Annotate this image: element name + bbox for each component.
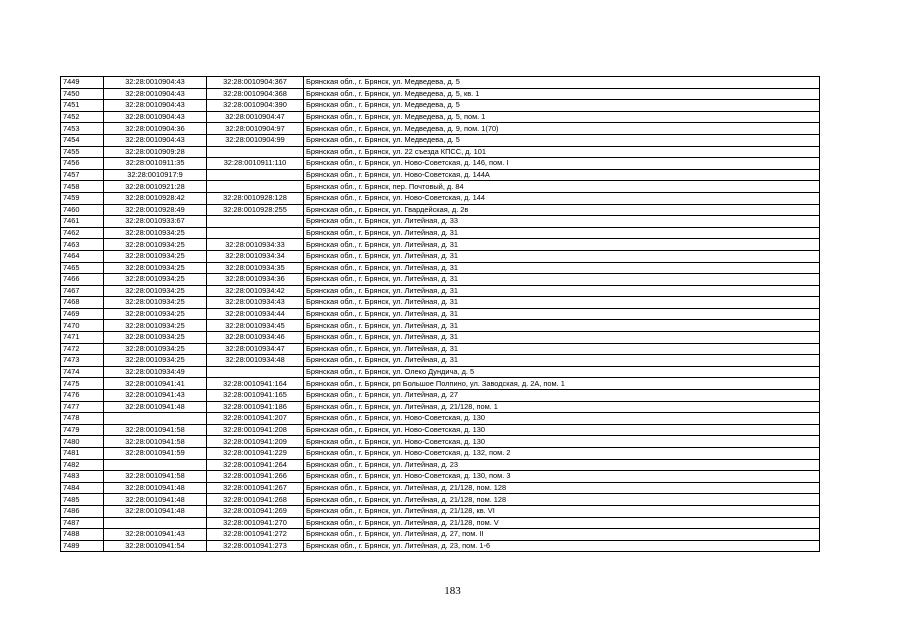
land-cadastral-number-cell: 32:28:0010941:48 xyxy=(104,494,207,506)
address-cell: Брянская обл., г. Брянск, рп Большое Полпино, ул. Заводская, д. 2А, пом. 1 xyxy=(304,378,820,390)
row-number-cell: 7455 xyxy=(61,146,104,158)
row-number-cell: 7477 xyxy=(61,401,104,413)
address-cell: Брянская обл., г. Брянск, ул. Литейная, д. 31 xyxy=(304,227,820,239)
table-row xyxy=(61,134,820,146)
object-cadastral-number-cell: 32:28:0010941:186 xyxy=(207,401,304,413)
land-cadastral-number-cell: 32:28:0010941:58 xyxy=(104,436,207,448)
object-cadastral-number-cell: 32:28:0010934:44 xyxy=(207,308,304,320)
object-cadastral-number-cell xyxy=(207,169,304,181)
object-cadastral-number-cell: 32:28:0010941:267 xyxy=(207,482,304,494)
table-row xyxy=(61,100,820,112)
object-cadastral-number-cell: 32:28:0010904:390 xyxy=(207,100,304,112)
object-cadastral-number-cell: 32:28:0010934:43 xyxy=(207,297,304,309)
row-number-cell: 7474 xyxy=(61,366,104,378)
land-cadastral-number-cell: 32:28:0010904:43 xyxy=(104,134,207,146)
table-row xyxy=(61,239,820,251)
object-cadastral-number-cell: 32:28:0010904:367 xyxy=(207,77,304,89)
address-cell: Брянская обл., г. Брянск, ул. Олеко Дундича, д. 5 xyxy=(304,366,820,378)
table-row xyxy=(61,413,820,425)
table-row xyxy=(61,274,820,286)
land-cadastral-number-cell: 32:28:0010933:67 xyxy=(104,216,207,228)
object-cadastral-number-cell: 32:28:0010941:229 xyxy=(207,448,304,460)
row-number-cell: 7458 xyxy=(61,181,104,193)
row-number-cell: 7489 xyxy=(61,540,104,552)
table-row xyxy=(61,471,820,483)
row-number-cell: 7453 xyxy=(61,123,104,135)
land-cadastral-number-cell: 32:28:0010934:25 xyxy=(104,227,207,239)
address-cell: Брянская обл., г. Брянск, ул. 22 съезда КПСС, д. 101 xyxy=(304,146,820,158)
page-number: 183 xyxy=(444,585,461,597)
row-number-cell: 7451 xyxy=(61,100,104,112)
row-number-cell: 7468 xyxy=(61,297,104,309)
object-cadastral-number-cell: 32:28:0010934:36 xyxy=(207,274,304,286)
table-row xyxy=(61,436,820,448)
object-cadastral-number-cell: 32:28:0010941:208 xyxy=(207,424,304,436)
address-cell: Брянская обл., г. Брянск, ул. Ново-Советская, д. 132, пом. 2 xyxy=(304,448,820,460)
row-number-cell: 7466 xyxy=(61,274,104,286)
object-cadastral-number-cell: 32:28:0010941:269 xyxy=(207,505,304,517)
row-number-cell: 7482 xyxy=(61,459,104,471)
address-cell: Брянская обл., г. Брянск, ул. Медведева, д. 9, пом. 1(70) xyxy=(304,123,820,135)
row-number-cell: 7463 xyxy=(61,239,104,251)
object-cadastral-number-cell: 32:28:0010934:34 xyxy=(207,250,304,262)
table-row xyxy=(61,88,820,100)
table-row xyxy=(61,146,820,158)
row-number-cell: 7486 xyxy=(61,505,104,517)
table-row xyxy=(61,378,820,390)
object-cadastral-number-cell: 32:28:0010934:35 xyxy=(207,262,304,274)
object-cadastral-number-cell: 32:28:0010941:165 xyxy=(207,390,304,402)
address-cell: Брянская обл., г. Брянск, ул. Литейная, д. 23 xyxy=(304,459,820,471)
land-cadastral-number-cell: 32:28:0010934:25 xyxy=(104,274,207,286)
land-cadastral-number-cell: 32:28:0010941:48 xyxy=(104,505,207,517)
object-cadastral-number-cell: 32:28:0010934:45 xyxy=(207,320,304,332)
object-cadastral-number-cell xyxy=(207,227,304,239)
address-cell: Брянская обл., г. Брянск, ул. Ново-Советская, д. 130 xyxy=(304,424,820,436)
object-cadastral-number-cell: 32:28:0010941:209 xyxy=(207,436,304,448)
address-cell: Брянская обл., г. Брянск, ул. Литейная, д. 31 xyxy=(304,274,820,286)
land-cadastral-number-cell: 32:28:0010917:9 xyxy=(104,169,207,181)
table-row xyxy=(61,77,820,89)
land-cadastral-number-cell: 32:28:0010941:48 xyxy=(104,401,207,413)
row-number-cell: 7457 xyxy=(61,169,104,181)
land-cadastral-number-cell: 32:28:0010941:48 xyxy=(104,482,207,494)
address-cell: Брянская обл., г. Брянск, ул. Литейная, д. 31 xyxy=(304,320,820,332)
table-row xyxy=(61,505,820,517)
address-cell: Брянская обл., г. Брянск, ул. Медведева, д. 5 xyxy=(304,134,820,146)
object-cadastral-number-cell: 32:28:0010911:110 xyxy=(207,158,304,170)
row-number-cell: 7487 xyxy=(61,517,104,529)
address-cell: Брянская обл., г. Брянск, ул. Литейная, д. 21/128, пом. 128 xyxy=(304,482,820,494)
object-cadastral-number-cell: 32:28:0010934:48 xyxy=(207,355,304,367)
land-cadastral-number-cell: 32:28:0010934:25 xyxy=(104,332,207,344)
object-cadastral-number-cell xyxy=(207,216,304,228)
address-cell: Брянская обл., г. Брянск, ул. Ново-Советская, д. 146, пом. I xyxy=(304,158,820,170)
row-number-cell: 7484 xyxy=(61,482,104,494)
table-row xyxy=(61,308,820,320)
land-cadastral-number-cell: 32:28:0010911:35 xyxy=(104,158,207,170)
table-row xyxy=(61,529,820,541)
table-row xyxy=(61,123,820,135)
row-number-cell: 7460 xyxy=(61,204,104,216)
table-row xyxy=(61,262,820,274)
row-number-cell: 7464 xyxy=(61,250,104,262)
row-number-cell: 7476 xyxy=(61,390,104,402)
object-cadastral-number-cell xyxy=(207,181,304,193)
object-cadastral-number-cell xyxy=(207,146,304,158)
row-number-cell: 7485 xyxy=(61,494,104,506)
address-cell: Брянская обл., г. Брянск, ул. Ново-Советская, д. 144А xyxy=(304,169,820,181)
address-cell: Брянская обл., г. Брянск, ул. Ново-Советская, д. 130 xyxy=(304,436,820,448)
object-cadastral-number-cell: 32:28:0010928:255 xyxy=(207,204,304,216)
address-cell: Брянская обл., г. Брянск, ул. Ново-Советская, д. 130, пом. 3 xyxy=(304,471,820,483)
address-cell: Брянская обл., г. Брянск, ул. Ново-Советская, д. 144 xyxy=(304,192,820,204)
table-row xyxy=(61,355,820,367)
land-cadastral-number-cell: 32:28:0010928:49 xyxy=(104,204,207,216)
object-cadastral-number-cell: 32:28:0010941:164 xyxy=(207,378,304,390)
table-row xyxy=(61,181,820,193)
table-row xyxy=(61,216,820,228)
row-number-cell: 7467 xyxy=(61,285,104,297)
row-number-cell: 7473 xyxy=(61,355,104,367)
row-number-cell: 7480 xyxy=(61,436,104,448)
table-row xyxy=(61,285,820,297)
address-cell: Брянская обл., г. Брянск, ул. Литейная, д. 31 xyxy=(304,355,820,367)
object-cadastral-number-cell: 32:28:0010941:207 xyxy=(207,413,304,425)
land-cadastral-number-cell: 32:28:0010904:43 xyxy=(104,111,207,123)
land-cadastral-number-cell: 32:28:0010934:25 xyxy=(104,239,207,251)
address-cell: Брянская обл., г. Брянск, ул. Литейная, д. 31 xyxy=(304,285,820,297)
address-cell: Брянская обл., г. Брянск, ул. Литейная, д. 23, пом. 1-6 xyxy=(304,540,820,552)
land-cadastral-number-cell: 32:28:0010941:54 xyxy=(104,540,207,552)
table-row xyxy=(61,343,820,355)
property-table xyxy=(60,76,820,552)
address-cell: Брянская обл., г. Брянск, ул. Литейная, д. 31 xyxy=(304,262,820,274)
table-row xyxy=(61,320,820,332)
land-cadastral-number-cell: 32:28:0010934:25 xyxy=(104,250,207,262)
land-cadastral-number-cell: 32:28:0010904:43 xyxy=(104,77,207,89)
object-cadastral-number-cell: 32:28:0010904:97 xyxy=(207,123,304,135)
land-cadastral-number-cell: 32:28:0010941:43 xyxy=(104,390,207,402)
land-cadastral-number-cell: 32:28:0010934:25 xyxy=(104,297,207,309)
land-cadastral-number-cell: 32:28:0010934:25 xyxy=(104,262,207,274)
address-cell: Брянская обл., г. Брянск, ул. Литейная, д. 21/128, пом. 128 xyxy=(304,494,820,506)
address-cell: Брянская обл., г. Брянск, ул. Медведева, д. 5, пом. 1 xyxy=(304,111,820,123)
row-number-cell: 7456 xyxy=(61,158,104,170)
address-cell: Брянская обл., г. Брянск, ул. Литейная, д. 21/128, кв. VI xyxy=(304,505,820,517)
table-row xyxy=(61,158,820,170)
land-cadastral-number-cell: 32:28:0010921:28 xyxy=(104,181,207,193)
object-cadastral-number-cell: 32:28:0010904:47 xyxy=(207,111,304,123)
table-row xyxy=(61,169,820,181)
table-row xyxy=(61,227,820,239)
land-cadastral-number-cell: 32:28:0010934:25 xyxy=(104,355,207,367)
land-cadastral-number-cell: 32:28:0010934:25 xyxy=(104,285,207,297)
table-row xyxy=(61,448,820,460)
address-cell: Брянская обл., г. Брянск, пер. Почтовый, д. 84 xyxy=(304,181,820,193)
land-cadastral-number-cell: 32:28:0010928:42 xyxy=(104,192,207,204)
object-cadastral-number-cell: 32:28:0010934:47 xyxy=(207,343,304,355)
row-number-cell: 7450 xyxy=(61,88,104,100)
land-cadastral-number-cell: 32:28:0010934:25 xyxy=(104,320,207,332)
table-row xyxy=(61,482,820,494)
table-row xyxy=(61,204,820,216)
land-cadastral-number-cell: 32:28:0010904:43 xyxy=(104,88,207,100)
address-cell: Брянская обл., г. Брянск, ул. Ново-Советская, д. 130 xyxy=(304,413,820,425)
land-cadastral-number-cell xyxy=(104,413,207,425)
address-cell: Брянская обл., г. Брянск, ул. Медведева, д. 5, кв. 1 xyxy=(304,88,820,100)
row-number-cell: 7469 xyxy=(61,308,104,320)
object-cadastral-number-cell: 32:28:0010904:368 xyxy=(207,88,304,100)
table-row xyxy=(61,297,820,309)
address-cell: Брянская обл., г. Брянск, ул. Литейная, д. 31 xyxy=(304,250,820,262)
object-cadastral-number-cell: 32:28:0010941:264 xyxy=(207,459,304,471)
land-cadastral-number-cell: 32:28:0010934:25 xyxy=(104,308,207,320)
table-row xyxy=(61,401,820,413)
row-number-cell: 7479 xyxy=(61,424,104,436)
object-cadastral-number-cell: 32:28:0010941:270 xyxy=(207,517,304,529)
row-number-cell: 7461 xyxy=(61,216,104,228)
table-row xyxy=(61,459,820,471)
table-row xyxy=(61,111,820,123)
address-cell: Брянская обл., г. Брянск, ул. Гвардейская, д. 2в xyxy=(304,204,820,216)
address-cell: Брянская обл., г. Брянск, ул. Литейная, д. 21/128, пом. V xyxy=(304,517,820,529)
row-number-cell: 7465 xyxy=(61,262,104,274)
row-number-cell: 7478 xyxy=(61,413,104,425)
address-cell: Брянская обл., г. Брянск, ул. Медведева, д. 5 xyxy=(304,77,820,89)
row-number-cell: 7475 xyxy=(61,378,104,390)
row-number-cell: 7481 xyxy=(61,448,104,460)
address-cell: Брянская обл., г. Брянск, ул. Литейная, д. 31 xyxy=(304,239,820,251)
land-cadastral-number-cell xyxy=(104,517,207,529)
row-number-cell: 7472 xyxy=(61,343,104,355)
table-row xyxy=(61,192,820,204)
land-cadastral-number-cell: 32:28:0010941:59 xyxy=(104,448,207,460)
row-number-cell: 7470 xyxy=(61,320,104,332)
object-cadastral-number-cell: 32:28:0010934:42 xyxy=(207,285,304,297)
object-cadastral-number-cell: 32:28:0010904:99 xyxy=(207,134,304,146)
object-cadastral-number-cell: 32:28:0010941:268 xyxy=(207,494,304,506)
row-number-cell: 7459 xyxy=(61,192,104,204)
land-cadastral-number-cell: 32:28:0010904:36 xyxy=(104,123,207,135)
object-cadastral-number-cell: 32:28:0010934:33 xyxy=(207,239,304,251)
table-row xyxy=(61,540,820,552)
table-row xyxy=(61,424,820,436)
address-cell: Брянская обл., г. Брянск, ул. Литейная, д. 31 xyxy=(304,308,820,320)
object-cadastral-number-cell: 32:28:0010941:266 xyxy=(207,471,304,483)
address-cell: Брянская обл., г. Брянск, ул. Медведева, д. 5 xyxy=(304,100,820,112)
row-number-cell: 7471 xyxy=(61,332,104,344)
object-cadastral-number-cell xyxy=(207,366,304,378)
land-cadastral-number-cell: 32:28:0010909:28 xyxy=(104,146,207,158)
property-table-body xyxy=(61,77,820,552)
land-cadastral-number-cell: 32:28:0010941:41 xyxy=(104,378,207,390)
row-number-cell: 7483 xyxy=(61,471,104,483)
land-cadastral-number-cell: 32:28:0010941:58 xyxy=(104,471,207,483)
land-cadastral-number-cell: 32:28:0010934:49 xyxy=(104,366,207,378)
land-cadastral-number-cell: 32:28:0010941:43 xyxy=(104,529,207,541)
table-row xyxy=(61,517,820,529)
row-number-cell: 7449 xyxy=(61,77,104,89)
object-cadastral-number-cell: 32:28:0010928:128 xyxy=(207,192,304,204)
address-cell: Брянская обл., г. Брянск, ул. Литейная, д. 31 xyxy=(304,332,820,344)
land-cadastral-number-cell: 32:28:0010941:58 xyxy=(104,424,207,436)
row-number-cell: 7488 xyxy=(61,529,104,541)
row-number-cell: 7462 xyxy=(61,227,104,239)
land-cadastral-number-cell xyxy=(104,459,207,471)
object-cadastral-number-cell: 32:28:0010941:273 xyxy=(207,540,304,552)
table-row xyxy=(61,366,820,378)
address-cell: Брянская обл., г. Брянск, ул. Литейная, д. 27, пом. II xyxy=(304,529,820,541)
object-cadastral-number-cell: 32:28:0010941:272 xyxy=(207,529,304,541)
table-row xyxy=(61,250,820,262)
row-number-cell: 7454 xyxy=(61,134,104,146)
table-row xyxy=(61,390,820,402)
address-cell: Брянская обл., г. Брянск, ул. Литейная, д. 33 xyxy=(304,216,820,228)
table-row xyxy=(61,332,820,344)
land-cadastral-number-cell: 32:28:0010904:43 xyxy=(104,100,207,112)
row-number-cell: 7452 xyxy=(61,111,104,123)
address-cell: Брянская обл., г. Брянск, ул. Литейная, д. 31 xyxy=(304,297,820,309)
address-cell: Брянская обл., г. Брянск, ул. Литейная, д. 31 xyxy=(304,343,820,355)
object-cadastral-number-cell: 32:28:0010934:46 xyxy=(207,332,304,344)
table-row xyxy=(61,494,820,506)
land-cadastral-number-cell: 32:28:0010934:25 xyxy=(104,343,207,355)
address-cell: Брянская обл., г. Брянск, ул. Литейная, д. 27 xyxy=(304,390,820,402)
address-cell: Брянская обл., г. Брянск, ул. Литейная, д. 21/128, пом. 1 xyxy=(304,401,820,413)
